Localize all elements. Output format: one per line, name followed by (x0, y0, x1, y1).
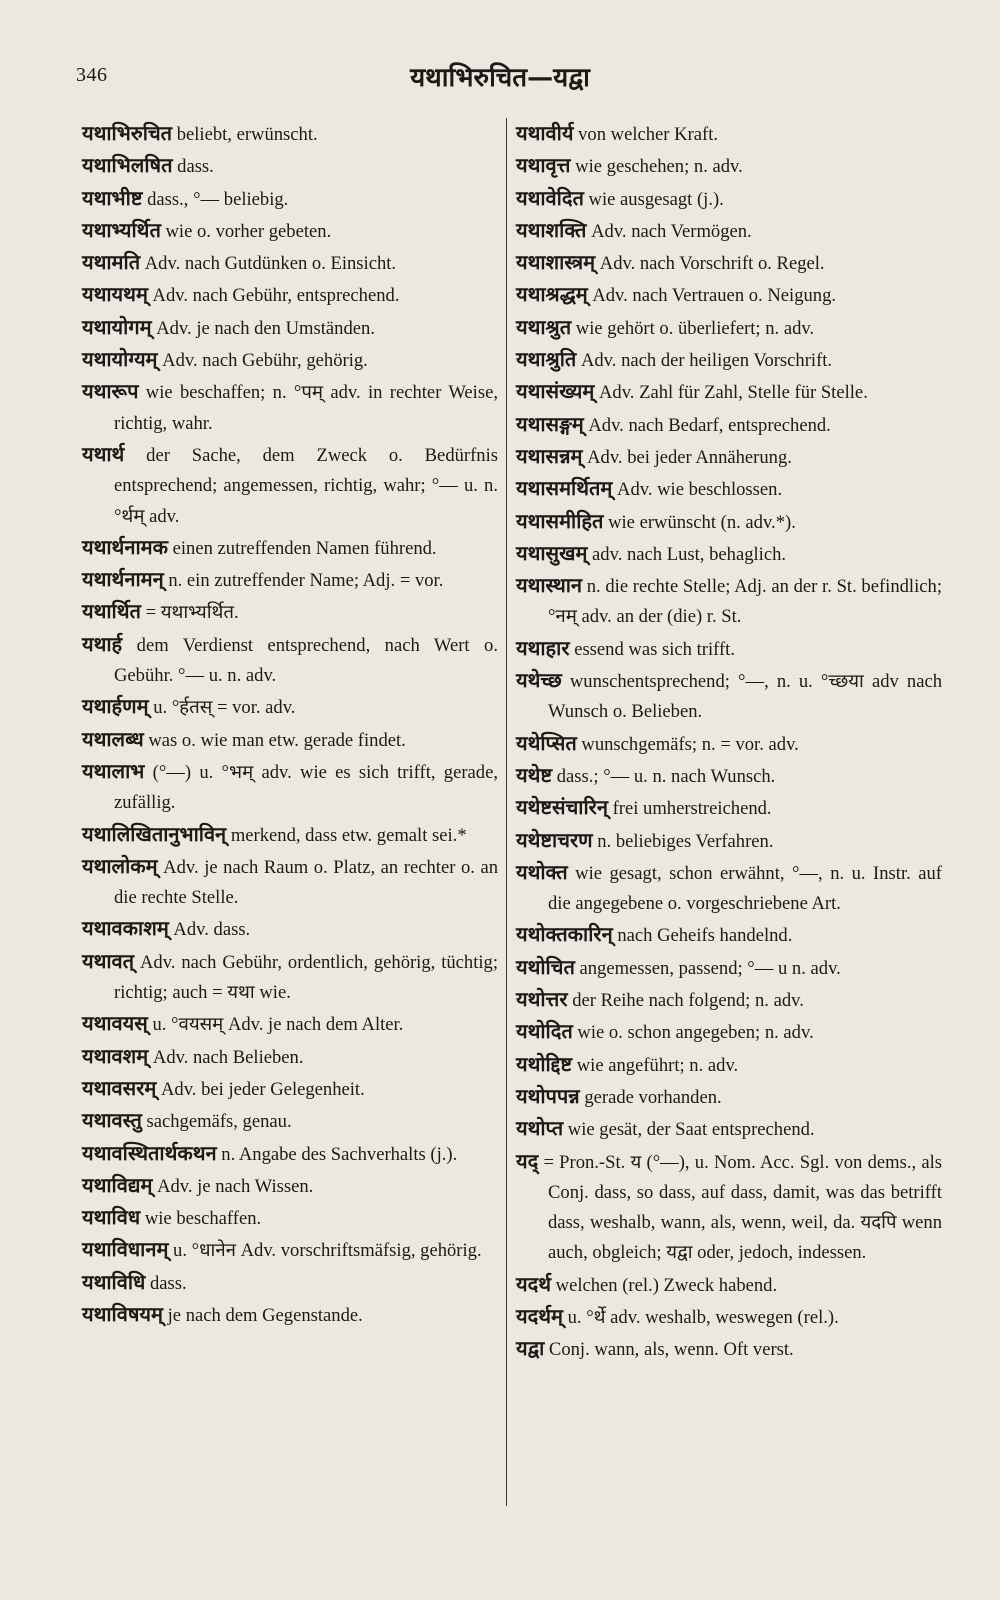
dictionary-entry (516, 312, 942, 344)
entry-headword: यथालिखितानुभाविन् (82, 821, 227, 846)
entry-definition: Adv. nach Vertrauen o. Neigung. (587, 285, 837, 307)
dictionary-entry (516, 760, 942, 792)
entry-headword: यथार्थनामन् (82, 567, 164, 592)
dictionary-entry (82, 819, 498, 851)
entry-headword: यथोत्तर (516, 987, 568, 1012)
entry-headword: यथावत् (82, 948, 135, 973)
dictionary-entry (516, 984, 942, 1016)
entry-definition: was o. wie man etw. gerade findet. (143, 729, 406, 751)
dictionary-entry (516, 344, 942, 376)
entry-headword: यथाहार (516, 635, 570, 660)
entry-headword: यथेष्टसंचारिन् (516, 795, 608, 820)
right-column (516, 118, 942, 1366)
entry-definition: adv. nach Lust, behaglich. (587, 543, 787, 565)
entry-definition: Adv. nach Gebühr, entsprechend. (147, 285, 400, 307)
dictionary-entry (516, 215, 942, 247)
entry-headword: यथासमीहित (516, 508, 604, 533)
page-number: 346 (76, 64, 108, 86)
entry-headword: यथावृत्त (516, 153, 571, 178)
entry-definition: der Reihe nach folgend; n. adv. (567, 990, 804, 1012)
entry-headword: यथार्थ (82, 441, 125, 466)
entry-headword: यथेच्छ (516, 668, 562, 693)
column-divider (506, 118, 507, 1506)
entry-headword: यथासंख्यम् (516, 379, 595, 404)
entry-definition: wie ausgesagt (j.). (583, 188, 724, 210)
entry-headword: यथोक्त (516, 859, 568, 884)
entry-definition: wie geschehen; n. adv. (570, 156, 743, 178)
dictionary-entry (516, 952, 942, 984)
entry-definition: dass. (145, 1272, 187, 1294)
dictionary-entry (82, 344, 498, 376)
dictionary-entry (516, 473, 942, 505)
entry-headword: यथावसरम् (82, 1075, 157, 1100)
entry-definition: wie beschaffen; n. °पम् adv. in rechter Weise, richtig, wahr. (114, 382, 498, 434)
entry-definition: Adv. nach Belieben. (148, 1046, 304, 1068)
entry-definition: der Sache, dem Zweck o. Bedürfnis entsprechend; angemessen, richtig, wahr; °— u. n. °र्थम् adv. (114, 444, 498, 527)
entry-headword: यथोदित (516, 1019, 573, 1044)
entry-definition: Adv. nach Gebühr, ordentlich, gehörig, tüchtig; richtig; auch = यथा wie. (114, 951, 498, 1004)
entry-definition: n. beliebiges Verfahren. (592, 830, 774, 852)
entry-headword: यथायथम् (82, 282, 148, 307)
entry-definition: Adv. wie beschlossen. (612, 479, 783, 501)
dictionary-entry (516, 1269, 942, 1301)
dictionary-entry (82, 1105, 498, 1137)
entry-headword: यथावयस् (82, 1011, 148, 1036)
entry-headword: यथाशक्ति (516, 217, 587, 242)
entry-definition: Adv. bei jeder Annäherung. (582, 446, 792, 468)
entry-definition: wunschgemäfs; n. = vor. adv. (576, 733, 799, 755)
entry-headword: यथालब्ध (82, 726, 144, 751)
entry-definition: einen zutreffenden Namen führend. (167, 537, 437, 559)
dictionary-entry (516, 118, 942, 150)
entry-headword: यथाभ्यर्थित (82, 217, 161, 242)
dictionary-entry (82, 1170, 498, 1202)
entry-definition: n. die rechte Stelle; Adj. an der r. St. befindlich; °नम् adv. an der (die) r. St. (548, 576, 942, 628)
dictionary-entry (516, 506, 942, 538)
entry-headword: यथाभीष्ट (82, 185, 143, 210)
entry-definition: welchen (rel.) Zweck habend. (551, 1274, 778, 1296)
dictionary-entry (82, 724, 498, 756)
dictionary-entry (516, 409, 942, 441)
dictionary-entry (516, 150, 942, 182)
dictionary-entry (516, 247, 942, 279)
dictionary-entry (82, 946, 498, 1009)
entry-headword: यथाशास्त्रम् (516, 250, 596, 275)
dictionary-entry (82, 629, 498, 692)
entry-headword: यथाश्रद्धम् (516, 282, 588, 307)
dictionary-entry (516, 1049, 942, 1081)
entry-headword: यद् (516, 1148, 539, 1173)
dictionary-entry (516, 792, 942, 824)
entry-definition: dass. (172, 156, 214, 178)
running-head: यथाभिरुचित—यद्वा (410, 63, 590, 93)
entry-headword: यथोपपन्न (516, 1083, 580, 1108)
entry-definition: dem Verdienst entsprechend, nach Wert o. Gebühr. °— u. n. adv. (114, 634, 498, 687)
entry-definition: Adv. nach Gebühr, gehörig. (157, 350, 368, 372)
entry-headword: यथोद्दिष्ट (516, 1051, 573, 1076)
entry-headword: यथेष्टाचरण (516, 827, 593, 852)
dictionary-entry (516, 1081, 942, 1113)
entry-definition: Adv. Zahl für Zahl, Stelle für Stelle. (594, 382, 868, 404)
entry-definition: beliebt, erwünscht. (172, 124, 318, 145)
entry-headword: यथावकाशम् (82, 916, 169, 941)
dictionary-entry (82, 118, 498, 150)
dictionary-entry (82, 183, 498, 215)
entry-headword: यथाविध (82, 1205, 141, 1230)
dictionary-entry (82, 215, 498, 247)
entry-headword: यथेष्ट (516, 762, 553, 787)
entry-headword: यथालाभ (82, 758, 145, 783)
dictionary-entry (516, 183, 942, 215)
dictionary-entry (516, 538, 942, 570)
entry-definition: Adv. nach Vermögen. (586, 220, 752, 242)
dictionary-entry (82, 1234, 498, 1266)
entry-definition: wie angeführt; n. adv. (572, 1054, 739, 1076)
dictionary-entry (82, 913, 498, 945)
dictionary-entry (516, 1301, 942, 1333)
entry-definition: wie erwünscht (n. adv.*). (603, 511, 796, 533)
dictionary-entry (82, 564, 498, 596)
entry-definition: sachgemäfs, genau. (141, 1111, 292, 1133)
entry-definition: n. ein zutreffender Name; Adj. = vor. (163, 570, 444, 592)
dictionary-entry (516, 1146, 942, 1269)
dictionary-entry (82, 439, 498, 532)
entry-headword: यथायोगम् (82, 314, 152, 339)
entry-headword: यथासङ्गम् (516, 411, 584, 436)
entry-headword: यथासन्नम् (516, 443, 583, 468)
entry-definition: Adv. je nach Wissen. (152, 1175, 314, 1197)
entry-definition: Adv. nach Gutdünken o. Einsicht. (140, 253, 397, 275)
dictionary-entry (516, 665, 942, 728)
dictionary-entry (82, 279, 498, 311)
left-column (82, 118, 498, 1331)
entry-definition: von welcher Kraft. (573, 124, 719, 145)
entry-definition: wie o. vorher gebeten. (160, 220, 332, 242)
entry-headword: यथावेदित (516, 185, 584, 210)
entry-headword: यथायोग्यम् (82, 347, 158, 372)
dictionary-entry (82, 532, 498, 564)
entry-headword: यथासमर्थितम् (516, 476, 613, 501)
entry-definition: (°—) u. °भम् adv. wie es sich trifft, gerade, zufällig. (114, 761, 498, 814)
dictionary-entry (516, 633, 942, 665)
entry-headword: यथाभिरुचित (82, 121, 173, 145)
entry-definition: frei umherstreichend. (607, 798, 772, 820)
entry-headword: यथासुखम् (516, 540, 588, 565)
entry-definition: wie gesagt, schon erwähnt, °—, n. u. Instr. auf die angegebene o. vorgeschriebene Art. (548, 862, 942, 915)
dictionary-entry (82, 756, 498, 819)
entry-headword: यथाश्रुत (516, 314, 572, 339)
entry-definition: Adv. nach Bedarf, entsprechend. (583, 414, 831, 436)
dictionary-entry (82, 1202, 498, 1234)
dictionary-entry (82, 1138, 498, 1170)
dictionary-entry (516, 1016, 942, 1048)
entry-headword: यथाविधि (82, 1269, 146, 1294)
entry-definition: je nach dem Gegenstande. (162, 1304, 363, 1326)
dictionary-entry (82, 1267, 498, 1299)
entry-headword: यद्वा (516, 1336, 545, 1361)
entry-headword: यथोचित (516, 954, 575, 979)
entry-definition: u. °धानेन Adv. vorschriftsmäfsig, gehörig. (168, 1240, 482, 1262)
dictionary-entry (82, 691, 498, 723)
entry-definition: = Pron.-St. य (°—), u. Nom. Acc. Sgl. von dems., als Conj. dass, so dass, auf dass, damit, was das betrifft dass, weshalb, wann, als, wenn, weil, da. यदपि wenn auch, obgleich; यद्वा oder, jedoch, indessen. (538, 1151, 942, 1264)
entry-headword: यथाविद्यम् (82, 1172, 153, 1197)
entry-headword: यथावशम् (82, 1043, 149, 1068)
entry-headword: यथेप्सित (516, 730, 577, 755)
entry-headword: यथार्ह (82, 631, 123, 656)
entry-headword: यदर्थ (516, 1271, 551, 1296)
entry-headword: यथावस्थितार्थकथन (82, 1140, 217, 1165)
dictionary-entry (82, 1299, 498, 1331)
entry-definition: u. °वयसम् Adv. je nach dem Alter. (147, 1014, 404, 1036)
dictionary-entry (516, 1333, 942, 1365)
entry-headword: यथाश्रुति (516, 347, 577, 372)
dictionary-entry (82, 247, 498, 279)
entry-definition: u. °र्थे adv. weshalb, weswegen (rel.). (562, 1306, 839, 1328)
entry-headword: यथोक्तकारिन् (516, 922, 613, 947)
entry-definition: wunschentsprechend; °—, n. u. °च्छया adv nach Wunsch o. Belieben. (548, 671, 942, 723)
dictionary-entry (516, 728, 942, 760)
dictionary-entry (516, 441, 942, 473)
entry-definition: Conj. wann, als, wenn. Oft verst. (544, 1339, 794, 1361)
dictionary-entry (516, 1113, 942, 1145)
entry-definition: Adv. bei jeder Gelegenheit. (156, 1078, 365, 1100)
dictionary-entry (82, 1073, 498, 1105)
dictionary-entry (516, 279, 942, 311)
entry-definition: Adv. dass. (168, 919, 251, 941)
entry-definition: gerade vorhanden. (579, 1086, 722, 1108)
entry-definition: wie o. schon angegeben; n. adv. (572, 1022, 814, 1044)
dictionary-entry (516, 825, 942, 857)
entry-headword: यथाविधानम् (82, 1237, 169, 1262)
entry-definition: merkend, dass etw. gemalt sei.* (226, 824, 467, 846)
entry-definition: Adv. nach Vorschrift o. Regel. (595, 253, 825, 275)
dictionary-entry (82, 150, 498, 182)
entry-headword: यथारूप (82, 379, 139, 404)
entry-headword: यथार्थनामक (82, 534, 168, 559)
dictionary-entry (82, 596, 498, 628)
entry-definition: wie beschaffen. (140, 1208, 262, 1230)
entry-headword: यथालोकम् (82, 853, 158, 878)
entry-headword: यथावीर्य (516, 121, 574, 145)
entry-definition: Adv. nach der heiligen Vorschrift. (576, 350, 833, 372)
dictionary-entry (82, 1008, 498, 1040)
dictionary-entry (516, 919, 942, 951)
entry-headword: यथामति (82, 250, 141, 275)
entry-definition: Adv. je nach den Umständen. (151, 317, 375, 339)
entry-headword: यथास्थान (516, 573, 582, 598)
entry-definition: n. Angabe des Sachverhalts (j.). (216, 1143, 458, 1165)
entry-definition: angemessen, passend; °— u n. adv. (574, 957, 841, 979)
entry-definition: = यथाभ्यर्थित. (140, 602, 239, 624)
entry-headword: यथाभिलषित (82, 153, 173, 178)
entry-definition: Adv. je nach Raum o. Platz, an rechter o. an die rechte Stelle. (114, 856, 498, 909)
dictionary-entry (516, 570, 942, 633)
entry-headword: यदर्थम् (516, 1303, 563, 1328)
entry-headword: यथार्हणम् (82, 694, 149, 719)
entry-definition: nach Geheifs handelnd. (612, 925, 793, 947)
entry-definition: wie gehört o. überliefert; n. adv. (571, 317, 815, 339)
entry-headword: यथार्थित (82, 599, 141, 624)
entry-definition: essend was sich trifft. (569, 638, 735, 660)
entry-headword: यथावस्तु (82, 1108, 142, 1133)
dictionary-entry (82, 851, 498, 914)
dictionary-entry (82, 376, 498, 439)
entry-definition: u. °र्हतस् = vor. adv. (148, 697, 296, 719)
entry-definition: wie gesät, der Saat entsprechend. (563, 1119, 815, 1141)
entry-headword: यथाविषयम् (82, 1301, 163, 1326)
dictionary-entry (82, 312, 498, 344)
dictionary-entry (516, 376, 942, 408)
entry-definition: dass., °— beliebig. (142, 188, 289, 210)
entry-definition: dass.; °— u. n. nach Wunsch. (552, 765, 776, 787)
dictionary-entry (82, 1041, 498, 1073)
entry-headword: यथोप्त (516, 1116, 564, 1141)
dictionary-entry (516, 857, 942, 920)
